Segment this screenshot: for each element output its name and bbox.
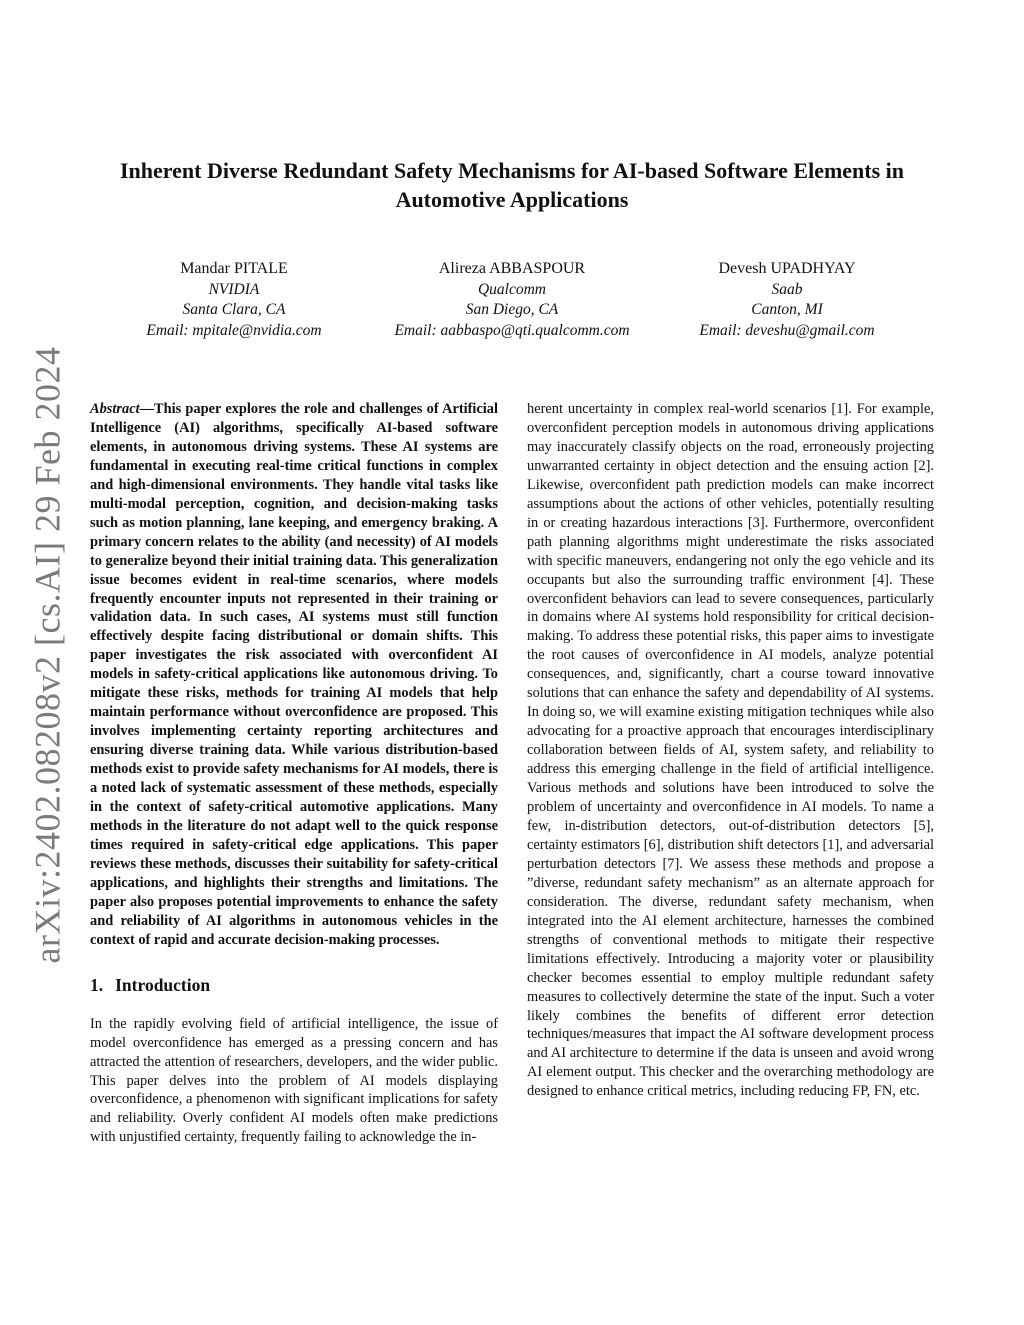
abstract-dash: — bbox=[139, 401, 154, 417]
abstract-lead: Abstract bbox=[90, 401, 140, 417]
author-name: Alireza ABBASPOUR bbox=[438, 260, 586, 277]
author-affiliation: NVIDIA bbox=[208, 280, 260, 298]
section-title: Introduction bbox=[115, 974, 211, 995]
abstract-text: This paper explores the role and challenges of Artificial Intelligence (AI) algorithms, specifically AI-based software elements, in autonomous driving systems. These AI systems are fundamental in executing real-time critical functions in complex and high-dimensional environments. They handle vital tasks like multi-modal perception, cognition, and decision-making tasks such as motion planning, lane keeping, and emergency braking. A primary concern relates to the ability (and necessity) of AI models to generalize beyond their initial training data. This generalization issue becomes evident in real-time scenarios, where models frequently encounter inputs not represented in their training or validation data. In such cases, AI systems must still function effectively despite facing distributional or domain shifts. This paper investigates the risk associated with overconfident AI models in safety-critical applications like autonomous driving. To mitigate these risks, methods for training AI models that help maintain performance without overconfidence are proposed. This involves implementing certainty reporting architectures and ensuring diverse training data. While various distribution-based methods exist to provide safety mechanisms for AI models, there is a noted lack of systematic assessment of these methods, especially in the context of safety-critical automotive applications. Many methods in the literature do not adapt well to the quick response times required in safety-critical edge applications. This paper reviews these methods, discusses their suitability for safety-critical applications, and highlights their strengths and limitations. The paper also proposes potential improvements to enhance the safety and reliability of AI algorithms in autonomous vehicles in the context of rapid and accurate decision-making processes. bbox=[90, 401, 498, 948]
author-email[interactable]: Email: aabbaspo@qti.qualcomm.com bbox=[394, 321, 630, 339]
author-location: Canton, MI bbox=[751, 301, 823, 318]
arxiv-side-stamp bbox=[18, 346, 76, 964]
author-1 bbox=[112, 259, 356, 341]
author-affiliation: Qualcomm bbox=[477, 280, 547, 298]
section-heading bbox=[90, 974, 498, 996]
author-3 bbox=[670, 259, 904, 341]
author-affiliation: Saab bbox=[771, 280, 803, 298]
author-email[interactable]: Email: mpitale@nvidia.com bbox=[146, 321, 322, 339]
left-column bbox=[90, 400, 498, 1147]
author-2 bbox=[370, 259, 654, 341]
author-location: Santa Clara, CA bbox=[182, 301, 286, 318]
paper-title: Inherent Diverse Redundant Safety Mechanisms for AI-based Software Elements in Automotive Applications bbox=[119, 158, 905, 212]
intro-paragraph-left: In the rapidly evolving field of artificial intelligence, the issue of model overconfidence has emerged as a pressing concern and has attracted the attention of researchers, developers, and the wider public. This paper delves into the problem of AI models displaying overconfidence, a phenomenon with significant implications for safety and reliability. Overly confident AI models often make predictions with unjustified certainty, frequently failing to acknowledge the in- bbox=[90, 1015, 498, 1146]
author-name: Mandar PITALE bbox=[180, 260, 288, 277]
author-name: Devesh UPADHYAY bbox=[718, 260, 856, 277]
author-location: San Diego, CA bbox=[465, 301, 559, 318]
section-number: 1. bbox=[90, 974, 104, 995]
arxiv-identifier: arXiv:2402.08208v2 [cs.AI] 29 Feb 2024 bbox=[27, 346, 68, 964]
right-column bbox=[527, 400, 934, 1101]
intro-paragraph-right: herent uncertainty in complex real-world scenarios [1]. For example, overconfident perception models in autonomous driving applications may inaccurately classify objects on the road, erroneously projecting unwarranted certainty in object detection and the ensuing action [2]. Likewise, overconfident path prediction models can make incorrect assumptions about the actions of other vehicles, potentially resulting in or creating hazardous interactions [3]. Furthermore, overconfident path planning algorithms might underestimate the risks associated with specific maneuvers, endangering not only the ego vehicle and its occupants but also the surrounding traffic environment [4]. These overconfident behaviors can lead to severe consequences, particularly in domains where AI systems hold responsibility for critical decision-making. To address these potential risks, this paper aims to investigate the root causes of overconfidence in AI models, analyze potential consequences, and, significantly, chart a course toward innovative solutions that can enhance the safety and dependability of AI systems. In doing so, we will examine existing mitigation techniques while also advocating for a proactive approach that encourages interdisciplinary collaboration between fields of AI, system safety, and reliability to address this emerging challenge in the field of artificial intelligence. Various methods and solutions have been introduced to solve the problem of uncertainty and overconfidence in AI models. To name a few, in-distribution detectors, out-of-distribution detectors [5], certainty estimators [6], distribution shift detectors [1], and adversarial perturbation detectors [7]. We assess these methods and propose a ”diverse, redundant safety mechanism” as an alternate approach for consideration. The diverse, redundant safety mechanism, when integrated into the AI element architecture, harnesses the combined strengths of conventional methods to mitigate their respective limitations effectively. Introducing a majority voter or plausibility checker becomes essential to employ multiple redundant safety measures to collectively determine the state of the input. Such a voter likely combines the benefits of different error detection techniques/measures that impact the AI software development process and AI architecture to determine if the data is unseen and avoid wrong AI element output. This checker and the overarching methodology are designed to enhance critical metrics, including reducing FP, FN, etc. bbox=[527, 401, 934, 1100]
abstract bbox=[90, 400, 498, 950]
author-email[interactable]: Email: deveshu@gmail.com bbox=[699, 321, 875, 339]
